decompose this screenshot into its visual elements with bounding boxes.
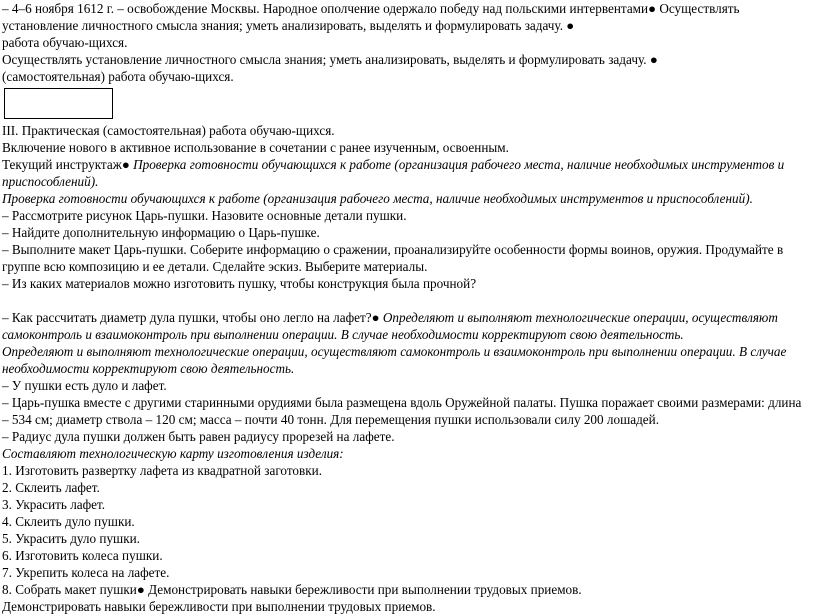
paragraph-italic-text: Определяют и выполняют технологические операции, осуществляют самоконтроль и взаимоконтроль при выполнении операции. В случае необходимости корректируют свою деятельность. [2,310,778,342]
empty-table-cell [4,88,113,119]
paragraph: Демонстрировать навыки бережливости при выполнении трудовых приемов. [2,599,436,614]
paragraph: III. Практическая (самостоятельная) работа обучаю-щихся. [2,123,335,138]
paragraph: работа обучаю-щихся. [2,35,128,50]
paragraph: 5. Украсить дуло пушки. [2,531,140,546]
paragraph: (самостоятельная) работа обучаю-щихся. [2,69,234,84]
paragraph: – Радиус дула пушки должен быть равен радиусу прорезей на лафете. [2,429,395,444]
paragraph: Включение нового в активное использование в сочетании с ранее изученным, освоенным. [2,140,509,155]
paragraph: – Рассмотрите рисунок Царь-пушки. Назовите основные детали пушки. [2,208,407,223]
italic-paragraph: Определяют и выполняют технологические операции, осуществляют самоконтроль и взаимоконтроль при выполнении операции. В случае необходимости корректируют свою деятельность. [2,344,787,376]
paragraph: 1. Изготовить развертку лафета из квадратной заготовки. [2,463,323,478]
paragraph: 8. Собрать макет пушки● Демонстрировать навыки бережливости при выполнении трудовых приемов. [2,582,582,597]
paragraph: 3. Украсить лафет. [2,497,106,512]
italic-paragraph: Проверка готовности обучающихся к работе (организация рабочего места, наличие необходимых инструментов и приспособлений). [2,191,753,206]
paragraph: – У пушки есть дуло и лафет. [2,378,167,393]
paragraph: – Выполните макет Царь-пушки. Соберите информацию о сражении, проанализируйте особенности формы воинов, оружия. Продумайте в группе всю композицию и ее детали. Сделайте эскиз. Выберите материалы. [2,242,784,274]
paragraph: 7. Укрепить колеса на лафете. [2,565,170,580]
paragraph: – Из каких материалов можно изготовить пушку, чтобы конструкция была прочной? [2,276,477,291]
paragraph: 4. Склеить дуло пушки. [2,514,135,529]
paragraph: – Царь-пушка вместе с другими старинными орудиями была размещена вдоль Оружейной палаты. Пушка поражает своими размерами: длина – 534 см; диаметр ствола – 120 см; масса – почти 40 тонн. Для перемещения пушки использовали силу 200 лошадей. [2,395,802,427]
paragraph [2,309,810,343]
paragraph-text: Текущий инструктаж● [2,157,134,172]
paragraph-text: – Как рассчитать диаметр дула пушки, чтобы оно легло на лафет?● [2,310,383,325]
paragraph: 6. Изготовить колеса пушки. [2,548,163,563]
paragraph [2,156,810,190]
paragraph: 2. Склеить лафет. [2,480,100,495]
italic-paragraph: Составляют технологическую карту изготовления изделия: [2,446,344,461]
paragraph: – Найдите дополнительную информацию о Царь-пушке. [2,225,320,240]
paragraph-italic-text: Проверка готовности обучающихся к работе (организация рабочего места, наличие необходимых инструментов и приспособлений). [2,157,785,189]
blank-line [2,292,810,309]
paragraph: Осуществлять установление личностного смысла знания; уметь анализировать, выделять и формулировать задачу. ● [2,52,658,67]
paragraph: – 4–6 ноября 1612 г. – освобождение Москвы. Народное ополчение одержало победу над польскими интервентами● Осуществлять установление личностного смысла знания; уметь анализировать, выделять и формулировать задачу. ● [2,1,740,33]
